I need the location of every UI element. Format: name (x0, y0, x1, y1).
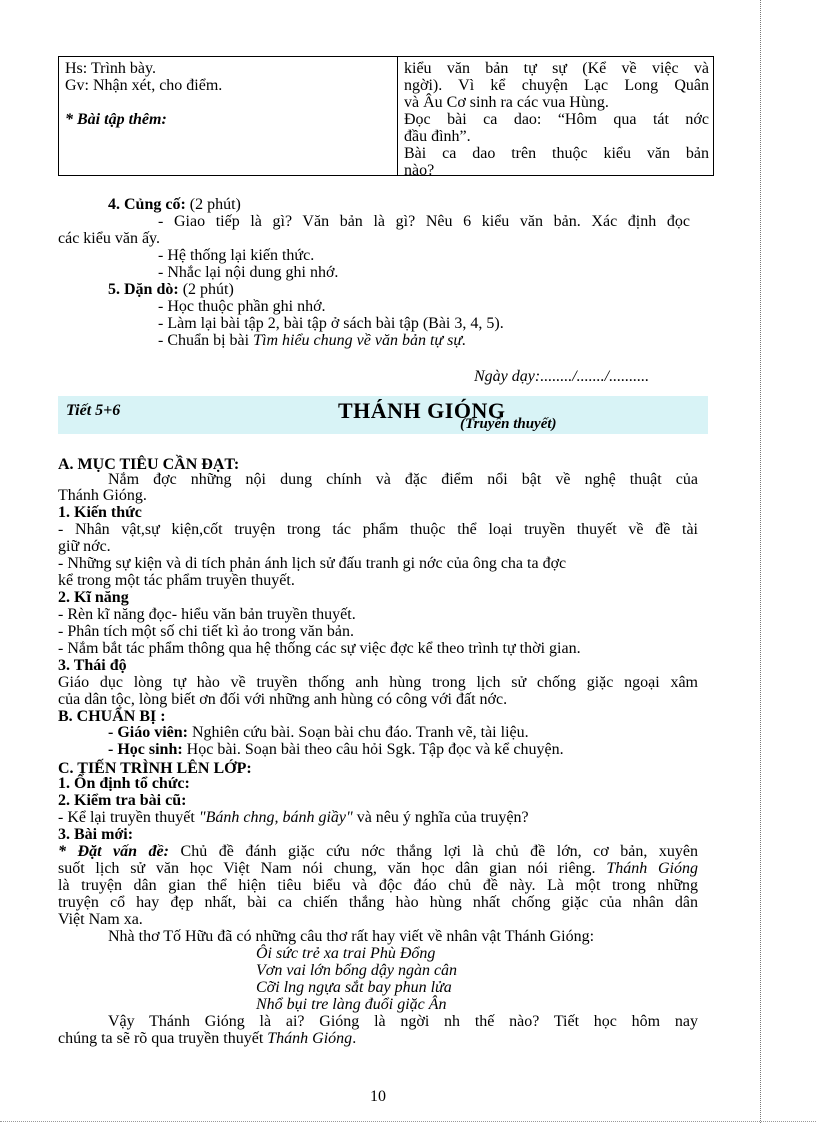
dat-van-de-2 (58, 860, 698, 877)
lesson-genre: (Truyền thuyết) (460, 416, 557, 432)
page-number: 10 (370, 1088, 386, 1105)
kiem-tra-heading: 2. Kiểm tra bài cũ: (58, 792, 187, 809)
thai-do-heading: 3. Thái độ (58, 657, 127, 674)
dat-van-de-text-2: suốt lịch sử văn học Việt Nam nói chung, văn học dân gian nói riêng. (58, 860, 607, 877)
cungco-time: (2 phút) (189, 196, 241, 213)
ki-nang-3: - Nắm bắt tác phẩm thông qua hệ thống các sự việc đợc kể theo trình tự thời gian. (58, 640, 581, 657)
cungco-line-3: - Hệ thống lại kiến thức. (158, 247, 315, 264)
table-right-line: Đọc bài ca dao: “Hôm qua tát nớc (404, 111, 709, 128)
table-right-line: ngời). Vì kể chuyện Lạc Long Quân (404, 77, 709, 94)
kien-thuc-2a: - Những sự kiện và di tích phản ánh lịch sử đấu tranh gi nớc của ông cha ta đợc (58, 555, 567, 572)
ki-nang-heading: 2. Kĩ năng (58, 589, 129, 606)
poem-line: Vơn vai lớn bổng dậy ngàn cân (256, 962, 458, 979)
closing-2-prefix: chúng ta sẽ rõ qua truyền thuyết (58, 1030, 268, 1047)
dando-line-3 (158, 332, 466, 349)
dando-heading: 5. Dặn dò: (108, 281, 179, 298)
kien-thuc-1b: giữ nớc. (58, 538, 111, 555)
section-a-intro-2: Thánh Gióng. (58, 487, 147, 504)
chuan-bi-gv-label: - Giáo viên: (108, 724, 188, 741)
dat-van-de-text-1: Chủ đề đánh giặc cứu nớc thắng lợi là chủ đề lớn, cơ bản, xuyên (169, 843, 698, 860)
table-left-column (59, 57, 398, 175)
ki-nang-1: - Rèn kĩ năng đọc- hiểu văn bản truyền thuyết. (58, 606, 356, 623)
cungco-heading-line (108, 196, 241, 213)
poem-line: Ôi sức trẻ xa trai Phù Đổng (256, 945, 436, 962)
kien-thuc-1a: - Nhân vật,sự kiện,cốt truyện trong tác phẩm thuộc thể loại truyền thuyết về đề tài (58, 521, 698, 538)
table-right-line: kiểu văn bản tự sự (Kể về việc và (404, 60, 709, 77)
dat-van-de-label: * Đặt vấn đề: (58, 843, 169, 860)
dat-van-de-4: truyện cổ hay đẹp nhất, bài ca chiến thắng hào hùng nhất chống giặc của nhân dân (58, 894, 698, 911)
poem-line: Cỡi lng ngựa sắt bay phun lửa (256, 979, 452, 996)
closing-2 (58, 1030, 356, 1047)
chuan-bi-gv (108, 724, 529, 741)
lesson-banner (58, 396, 708, 434)
cungco-line-2: các kiểu văn ấy. (58, 230, 161, 247)
dat-van-de-5: Việt Nam xa. (58, 911, 143, 928)
kiem-tra-question (58, 809, 529, 826)
on-dinh-heading: 1. Ổn định tổ chức: (58, 775, 190, 792)
kiem-tra-q-suffix: và nêu ý nghĩa của truyện? (352, 809, 529, 826)
page-bottom-border (0, 1121, 816, 1122)
kien-thuc-heading: 1. Kiến thức (58, 504, 142, 521)
dando-line-3-prefix: - Chuẩn bị bài (158, 332, 254, 349)
section-b-heading: B. CHUẨN BỊ : (58, 708, 166, 725)
dat-van-de-3: là truyện dân gian thể hiện tiêu biểu và độc đáo chủ đề này. Là một trong những (58, 877, 698, 894)
to-huu-intro: Nhà thơ Tố Hữu đã có những câu thơ rất hay viết về nhân vật Thánh Gióng: (108, 928, 595, 945)
table-left-line: Gv: Nhận xét, cho điểm. (65, 77, 223, 94)
dat-van-de-title: Thánh Gióng (606, 860, 698, 877)
dando-line-2: - Làm lại bài tập 2, bài tập ở sách bài tập (Bài 3, 4, 5). (158, 315, 504, 332)
closing-2-suffix: . (352, 1030, 357, 1047)
thai-do-1: Giáo dục lòng tự hào về truyền thống anh hùng trong lịch sử chống giặc ngoại xâm (58, 674, 698, 691)
table-right-line: Bài ca dao trên thuộc kiểu văn bản (404, 145, 709, 162)
closing-1: Vậy Thánh Gióng là ai? Gióng là ngời nh thế nào? Tiết học hôm nay (108, 1013, 698, 1030)
table-right-line: nào? (404, 162, 435, 175)
section-a-intro-1: Nắm đợc những nội dung chính và đặc điểm nổi bật về nghệ thuật của (108, 471, 698, 488)
table-right-line: và Âu Cơ sinh ra các vua Hùng. (404, 94, 609, 111)
chuan-bi-hs-label: - Học sinh: (108, 741, 183, 758)
cungco-line-4: - Nhắc lại nội dung ghi nhớ. (158, 264, 339, 281)
activity-table (58, 56, 714, 176)
lesson-period: Tiết 5+6 (66, 402, 121, 419)
closing-2-title: Thánh Gióng (267, 1030, 353, 1047)
dando-line-1: - Học thuộc phần ghi nhớ. (158, 298, 326, 315)
thai-do-2: của dân tộc, lòng biết ơn đối với những anh hùng có công với đất nớc. (58, 691, 508, 708)
dat-van-de-1 (58, 843, 698, 860)
chuan-bi-hs-text: Học bài. Soạn bài theo câu hỏi Sgk. Tập đọc và kể chuyện. (182, 741, 564, 758)
chuan-bi-hs (108, 741, 564, 758)
dando-heading-line (108, 281, 234, 298)
lesson-title: THÁNH GIÓNG (338, 398, 506, 423)
kien-thuc-2b: kể trong một tác phẩm truyền thuyết. (58, 572, 295, 589)
dando-line-3-title: Tìm hiểu chung về văn bản tự sự. (253, 332, 467, 349)
ki-nang-2: - Phân tích một số chi tiết kì ảo trong văn bản. (58, 623, 354, 640)
cungco-heading: 4. Củng cố: (108, 196, 186, 213)
kiem-tra-q-prefix: - Kể lại truyền thuyết (58, 809, 199, 826)
bai-moi-heading: 3. Bài mới: (58, 826, 134, 843)
dando-time: (2 phút) (182, 281, 234, 298)
spacer (65, 94, 391, 111)
table-left-line: * Bài tập thêm: (65, 111, 167, 128)
ngay-day: Ngày dạy:......../......./.......... (474, 368, 650, 385)
section-a-heading: A. MỤC TIÊU CẦN ĐẠT: (58, 456, 240, 473)
poem-line: Nhổ bụi tre làng đuổi giặc Ân (256, 996, 447, 1013)
cungco-line-1: - Giao tiếp là gì? Văn bản là gì? Nêu 6 kiểu văn bản. Xác định đọc (158, 213, 690, 230)
table-right-line: đầu đình”. (404, 128, 471, 145)
table-right-column (398, 57, 715, 175)
kiem-tra-q-title: "Bánh chng, bánh giầy" (198, 809, 353, 826)
table-left-line: Hs: Trình bày. (65, 60, 156, 77)
chuan-bi-gv-text: Nghiên cứu bài. Soạn bài chu đáo. Tranh vẽ, tài liệu. (188, 724, 529, 741)
page-right-border (760, 0, 761, 1123)
section-c-heading: C. TIẾN TRÌNH LÊN LỚP: (58, 760, 252, 777)
